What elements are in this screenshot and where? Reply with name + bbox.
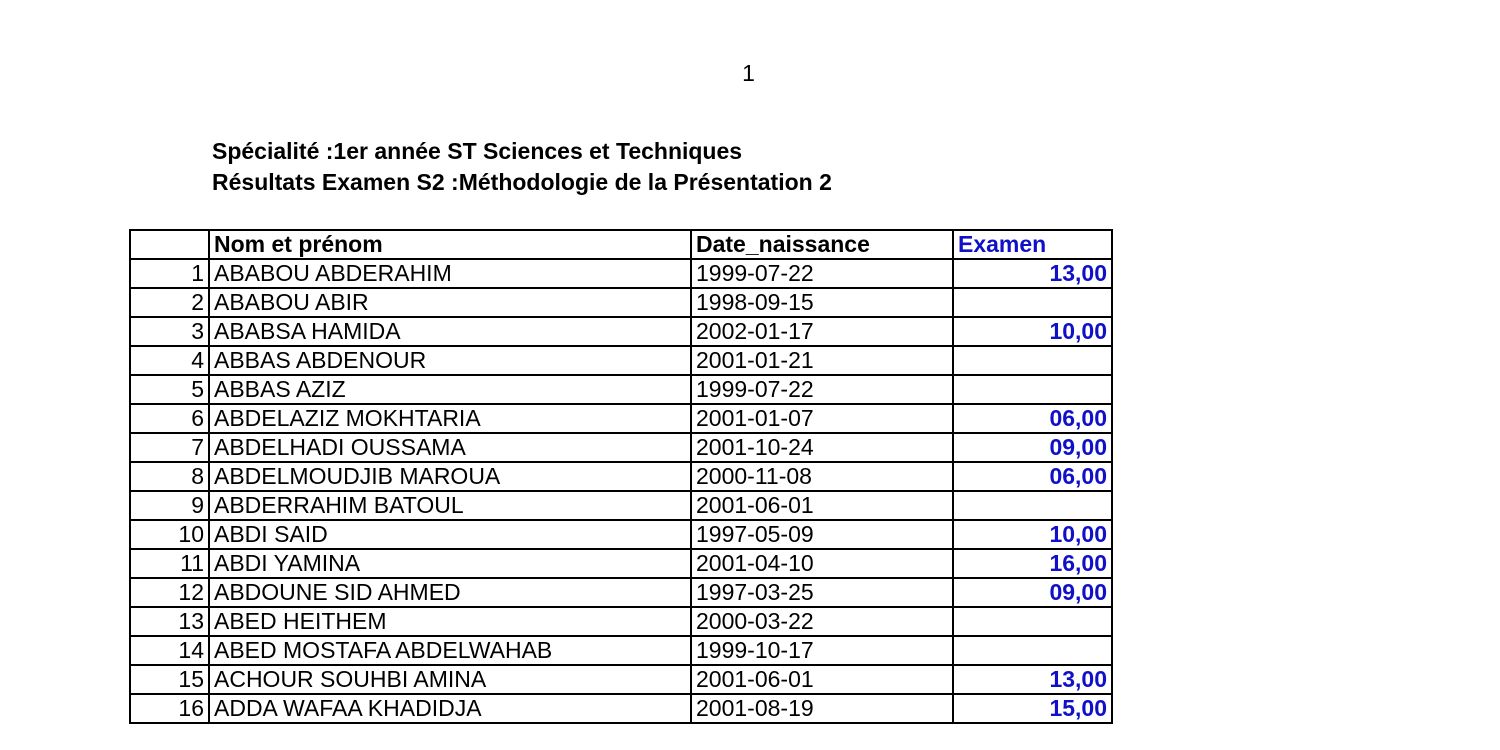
column-header-exam: Examen	[953, 230, 1112, 259]
student-name-cell: ABED MOSTAFA ABDELWAHAB	[209, 636, 691, 665]
student-name-cell: ABDI YAMINA	[209, 549, 691, 578]
table-row	[130, 607, 1112, 636]
page-number: 1	[742, 60, 755, 86]
table-row	[130, 520, 1112, 549]
exam-grade-cell: 06,00	[953, 462, 1112, 491]
exam-grade-cell	[953, 288, 1112, 317]
birth-date-cell: 2001-01-07	[691, 404, 953, 433]
column-header-date: Date_naissance	[691, 230, 953, 259]
exam-grade-cell	[953, 346, 1112, 375]
exam-grade-cell: 09,00	[953, 433, 1112, 462]
birth-date-cell: 2000-03-22	[691, 607, 953, 636]
birth-date-cell: 2000-11-08	[691, 462, 953, 491]
row-number-cell: 3	[130, 317, 209, 346]
exam-grade-cell: 13,00	[953, 259, 1112, 288]
table-row	[130, 433, 1112, 462]
birth-date-cell: 2001-06-01	[691, 491, 953, 520]
birth-date-cell: 2001-08-19	[691, 694, 953, 723]
table-body	[130, 259, 1112, 723]
student-name-cell: ABDOUNE SID AHMED	[209, 578, 691, 607]
table-header-row	[130, 230, 1112, 259]
column-header-name: Nom et prénom	[209, 230, 691, 259]
student-name-cell: ABDELHADI OUSSAMA	[209, 433, 691, 462]
row-number-cell: 9	[130, 491, 209, 520]
birth-date-cell: 2001-04-10	[691, 549, 953, 578]
exam-grade-cell	[953, 491, 1112, 520]
table-row	[130, 346, 1112, 375]
row-number-cell: 2	[130, 288, 209, 317]
birth-date-cell: 1997-03-25	[691, 578, 953, 607]
student-name-cell: ABDELAZIZ MOKHTARIA	[209, 404, 691, 433]
exam-grade-cell: 16,00	[953, 549, 1112, 578]
exam-grade-cell: 10,00	[953, 520, 1112, 549]
exam-grade-cell: 10,00	[953, 317, 1112, 346]
table-row	[130, 404, 1112, 433]
table-row	[130, 491, 1112, 520]
birth-date-cell: 2002-01-17	[691, 317, 953, 346]
birth-date-cell: 1999-10-17	[691, 636, 953, 665]
row-number-cell: 11	[130, 549, 209, 578]
column-header-number	[130, 230, 209, 259]
row-number-cell: 4	[130, 346, 209, 375]
exam-grade-cell: 09,00	[953, 578, 1112, 607]
student-name-cell: ABED HEITHEM	[209, 607, 691, 636]
birth-date-cell: 1997-05-09	[691, 520, 953, 549]
row-number-cell: 14	[130, 636, 209, 665]
birth-date-cell: 2001-01-21	[691, 346, 953, 375]
exam-grade-cell	[953, 375, 1112, 404]
student-name-cell: ACHOUR SOUHBI AMINA	[209, 665, 691, 694]
results-heading: Résultats Examen S2 :Méthodologie de la Présentation 2	[212, 169, 832, 195]
row-number-cell: 6	[130, 404, 209, 433]
row-number-cell: 1	[130, 259, 209, 288]
student-name-cell: ADDA WAFAA KHADIDJA	[209, 694, 691, 723]
table-row	[130, 578, 1112, 607]
exam-grade-cell: 13,00	[953, 665, 1112, 694]
table-row	[130, 375, 1112, 404]
table-row	[130, 462, 1112, 491]
birth-date-cell: 2001-06-01	[691, 665, 953, 694]
row-number-cell: 8	[130, 462, 209, 491]
table-row	[130, 694, 1112, 723]
row-number-cell: 5	[130, 375, 209, 404]
row-number-cell: 7	[130, 433, 209, 462]
row-number-cell: 15	[130, 665, 209, 694]
student-name-cell: ABDI SAID	[209, 520, 691, 549]
exam-grade-cell: 15,00	[953, 694, 1112, 723]
row-number-cell: 10	[130, 520, 209, 549]
birth-date-cell: 1999-07-22	[691, 259, 953, 288]
birth-date-cell: 1999-07-22	[691, 375, 953, 404]
specialite-heading: Spécialité :1er année ST Sciences et Techniques	[212, 138, 743, 164]
student-name-cell: ABDELMOUDJIB MAROUA	[209, 462, 691, 491]
exam-grade-cell	[953, 636, 1112, 665]
row-number-cell: 12	[130, 578, 209, 607]
student-name-cell: ABDERRAHIM BATOUL	[209, 491, 691, 520]
table-row	[130, 665, 1112, 694]
student-name-cell: ABBAS ABDENOUR	[209, 346, 691, 375]
table-row	[130, 317, 1112, 346]
exam-grade-cell: 06,00	[953, 404, 1112, 433]
student-name-cell: ABBAS AZIZ	[209, 375, 691, 404]
table-row	[130, 259, 1112, 288]
table-row	[130, 636, 1112, 665]
results-table	[129, 229, 1113, 724]
student-name-cell: ABABOU ABIR	[209, 288, 691, 317]
birth-date-cell: 2001-10-24	[691, 433, 953, 462]
row-number-cell: 16	[130, 694, 209, 723]
student-name-cell: ABABOU ABDERAHIM	[209, 259, 691, 288]
student-name-cell: ABABSA HAMIDA	[209, 317, 691, 346]
table-row	[130, 549, 1112, 578]
row-number-cell: 13	[130, 607, 209, 636]
table-row	[130, 288, 1112, 317]
exam-grade-cell	[953, 607, 1112, 636]
birth-date-cell: 1998-09-15	[691, 288, 953, 317]
